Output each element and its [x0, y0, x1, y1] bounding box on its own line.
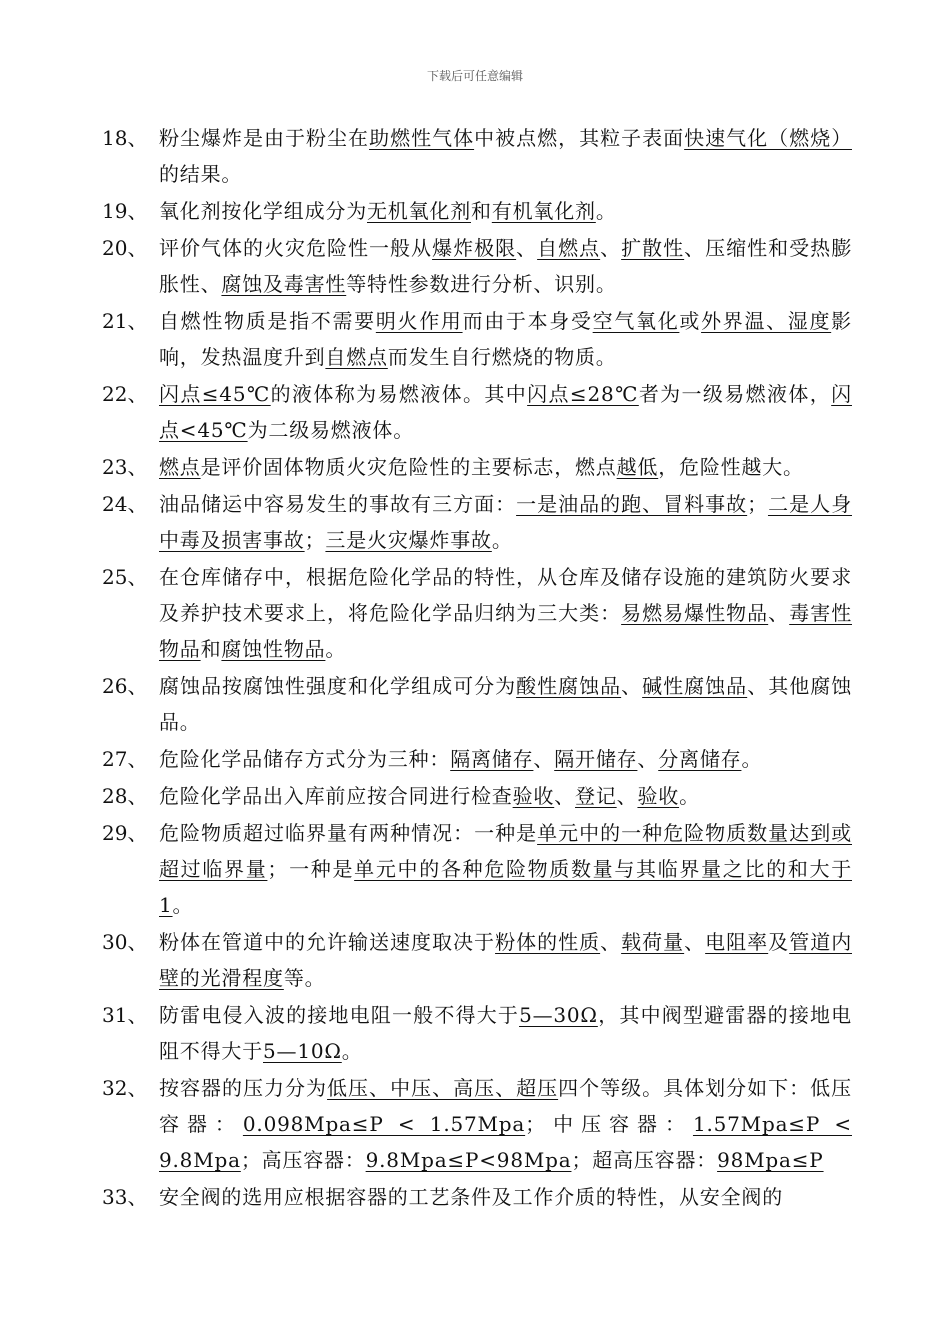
- header-watermark: 下载后可任意编辑: [426, 69, 523, 83]
- answer-blank: 明火作用: [375, 309, 463, 333]
- text-segment: 。: [341, 1039, 363, 1063]
- answer-blank: 5—30Ω: [519, 1003, 598, 1027]
- text-segment: 腐蚀品按腐蚀性强度和化学组成可分为: [159, 674, 517, 698]
- text-segment: 、压缩性和受热膨胀性、: [159, 236, 852, 296]
- item-number: 24、: [102, 492, 148, 516]
- text-segment: ；一种是: [267, 857, 355, 881]
- item-text: [159, 924, 852, 996]
- item-text: [159, 1179, 852, 1215]
- item-text: [159, 815, 852, 923]
- answer-blank: 单元中的各种危险物质数量与其临界量之比的和大于1: [159, 857, 852, 917]
- item-number: 26、: [102, 674, 148, 698]
- text-segment: 为二级易燃液体。: [247, 418, 414, 442]
- text-segment: 防雷电侵入波的接地电阻一般不得大于: [159, 1003, 520, 1027]
- answer-blank: 腐蚀及毒害性: [221, 272, 347, 296]
- text-segment: ；: [747, 492, 768, 516]
- text-segment: ，危险性越大。: [658, 455, 804, 479]
- answer-blank: 无机氧化剂: [367, 199, 471, 223]
- text-segment: 者为一级易燃液体，: [638, 382, 832, 406]
- item-text: [159, 193, 852, 229]
- answer-blank: 自燃点: [325, 345, 388, 369]
- answer-blank: 9.8Mpa≤P<98Mpa: [365, 1148, 572, 1172]
- item-number: 25、: [102, 565, 148, 589]
- text-segment: 而发生自行燃烧的物质。: [387, 345, 617, 369]
- text-segment: 按容器的压力分为: [159, 1076, 328, 1100]
- text-segment: ；高压容器：: [240, 1148, 366, 1172]
- list-item: [102, 741, 852, 777]
- text-segment: 及: [768, 930, 790, 954]
- item-text: [159, 230, 852, 302]
- item-text: [159, 778, 852, 814]
- item-text: [159, 376, 852, 448]
- item-number: 23、: [102, 455, 148, 479]
- item-text: [159, 1070, 852, 1178]
- answer-blank: 载荷量: [621, 930, 685, 954]
- item-number: 30、: [102, 930, 148, 954]
- item-text: [159, 741, 852, 777]
- answer-blank: 验收: [512, 784, 555, 808]
- text-segment: 危险物质超过临界量有两种情况：一种是: [159, 821, 538, 845]
- answer-blank: 闪点≤28℃: [527, 382, 639, 406]
- item-text: [159, 303, 852, 375]
- item-text: [159, 120, 852, 192]
- item-text: [159, 668, 852, 740]
- text-segment: 和: [200, 637, 222, 661]
- item-number: 21、: [102, 309, 148, 333]
- answer-blank: 粉体的性质: [495, 930, 601, 954]
- answer-blank: 自燃点: [537, 236, 601, 260]
- list-item: [102, 1179, 852, 1215]
- answer-blank: 二是人身中毒及损害事故: [159, 492, 852, 552]
- list-item: [102, 193, 852, 229]
- text-segment: ；超高压容器：: [571, 1148, 718, 1172]
- document-body: [102, 120, 852, 1216]
- answer-blank: 98Mpa≤P: [717, 1148, 824, 1172]
- text-segment: 在仓库储存中，根据危险化学品的特性，从仓库及储存设施的建筑防火要求及养护技术要求上，将危险化学品归纳为三大类：: [159, 565, 852, 625]
- text-segment: 等特性参数进行分析、识别。: [346, 272, 617, 296]
- text-segment: 粉体在管道中的允许输送速度取决于: [159, 930, 496, 954]
- item-number: 22、: [102, 382, 148, 406]
- item-text: [159, 559, 852, 667]
- text-segment: 氧化剂按化学组成分为: [159, 199, 367, 223]
- answer-blank: 闪点≤45℃: [159, 382, 271, 406]
- item-number: 29、: [102, 821, 148, 845]
- answer-blank: 一是油品的跑、冒料事故: [516, 492, 748, 516]
- text-segment: 是评价固体物质火灾危险性的主要标志，燃点: [200, 455, 617, 479]
- answer-blank: 有机氧化剂: [491, 199, 596, 223]
- answer-blank: 空气氧化: [592, 309, 680, 333]
- answer-blank: 0.098Mpa≤P < 1.57Mpa: [242, 1112, 526, 1136]
- text-segment: 、其他腐蚀品。: [159, 674, 853, 734]
- answer-blank: 越低: [616, 455, 659, 479]
- text-segment: 。: [679, 784, 700, 808]
- text-segment: 、: [621, 674, 643, 698]
- item-number: 18、: [102, 126, 148, 150]
- text-segment: 油品储运中容易发生的事故有三方面：: [159, 492, 517, 516]
- item-number: 20、: [102, 236, 148, 260]
- text-segment: 、: [516, 236, 538, 260]
- answer-blank: 助燃性气体: [369, 126, 475, 150]
- list-item: [102, 120, 852, 192]
- answer-blank: 外界温、湿度: [701, 309, 832, 333]
- answer-blank: 隔离储存: [450, 747, 534, 771]
- text-segment: 、: [768, 601, 790, 625]
- item-text: [159, 449, 852, 485]
- list-item: [102, 303, 852, 375]
- answer-blank: 碱性腐蚀品: [642, 674, 748, 698]
- text-segment: 安全阀的选用应根据容器的工艺条件及工作介质的特性，从安全阀的: [159, 1185, 783, 1209]
- text-segment: 。: [172, 893, 194, 917]
- list-item: [102, 815, 852, 923]
- text-segment: 或: [679, 309, 702, 333]
- text-segment: 、: [600, 236, 622, 260]
- item-number: 32、: [102, 1076, 148, 1100]
- text-segment: 。: [325, 637, 347, 661]
- text-segment: 四个等级。具体划分如下：低压容器：: [159, 1076, 852, 1136]
- text-segment: 评价气体的火灾危险性一般从: [159, 236, 433, 260]
- text-segment: 自燃性物质是指不需要: [159, 309, 376, 333]
- list-item: [102, 449, 852, 485]
- answer-blank: 电阻率: [705, 930, 769, 954]
- item-number: 19、: [102, 199, 148, 223]
- text-segment: 、: [684, 930, 706, 954]
- text-segment: 危险化学品储存方式分为三种：: [159, 747, 451, 771]
- item-text: [159, 486, 852, 558]
- answer-blank: 燃点: [159, 455, 201, 479]
- text-segment: 、: [616, 784, 638, 808]
- text-segment: ，其中阀型避雷器的接地电阻不得大于: [159, 1003, 852, 1063]
- text-segment: ；中压容器：: [525, 1112, 693, 1136]
- answer-blank: 验收: [637, 784, 680, 808]
- answer-blank: 酸性腐蚀品: [516, 674, 622, 698]
- list-item: [102, 668, 852, 740]
- answer-blank: 闪点<45℃: [159, 382, 852, 442]
- text-segment: 。: [741, 747, 763, 771]
- answer-blank: 登记: [575, 784, 617, 808]
- text-segment: 。: [595, 199, 617, 223]
- list-item: [102, 376, 852, 448]
- answer-blank: 5—10Ω: [263, 1039, 342, 1063]
- answer-blank: 易燃易爆性物品: [621, 601, 769, 625]
- list-item: [102, 778, 852, 814]
- list-item: [102, 486, 852, 558]
- answer-blank: 隔开储存: [554, 747, 638, 771]
- text-segment: 、: [637, 747, 659, 771]
- text-segment: 的液体称为易燃液体。其中: [270, 382, 528, 406]
- text-segment: ；: [304, 528, 326, 552]
- item-text: [159, 997, 852, 1069]
- answer-blank: 管道内壁的光滑程度: [159, 930, 852, 990]
- text-segment: 的结果。: [159, 162, 243, 186]
- answer-blank: 扩散性: [621, 236, 685, 260]
- answer-blank: 1.57Mpa≤P < 9.8Mpa: [159, 1112, 852, 1172]
- item-number: 28、: [102, 784, 148, 808]
- item-number: 27、: [102, 747, 148, 771]
- answer-blank: 三是火灾爆炸事故: [325, 528, 492, 552]
- text-segment: 和: [471, 199, 492, 223]
- text-segment: 而由于本身受: [462, 309, 593, 333]
- list-item: [102, 924, 852, 996]
- text-segment: 影响，发热温度升到: [159, 309, 852, 369]
- text-segment: 。: [491, 528, 513, 552]
- item-number: 33、: [102, 1185, 148, 1209]
- list-item: [102, 230, 852, 302]
- list-item: [102, 559, 852, 667]
- answer-blank: 分离储存: [658, 747, 742, 771]
- answer-blank: 爆炸极限: [432, 236, 517, 260]
- text-segment: 、: [533, 747, 555, 771]
- text-segment: 、: [600, 930, 622, 954]
- text-segment: 中被点燃，其粒子表面: [474, 126, 685, 150]
- text-segment: 粉尘爆炸是由于粉尘在: [159, 126, 370, 150]
- answer-blank: 腐蚀性物品: [221, 637, 326, 661]
- list-item: [102, 1070, 852, 1178]
- answer-blank: 单元中的一种危险物质数量达到或超过临界量: [159, 821, 852, 881]
- answer-blank: 快速气化（燃烧）: [684, 126, 852, 150]
- answer-blank: 毒害性物品: [159, 601, 852, 661]
- answer-blank: 低压、中压、高压、超压: [327, 1076, 559, 1100]
- text-segment: 等。: [283, 966, 326, 990]
- list-item: [102, 997, 852, 1069]
- item-number: 31、: [102, 1003, 148, 1027]
- text-segment: 、: [554, 784, 576, 808]
- text-segment: 危险化学品出入库前应按合同进行检查: [159, 784, 513, 808]
